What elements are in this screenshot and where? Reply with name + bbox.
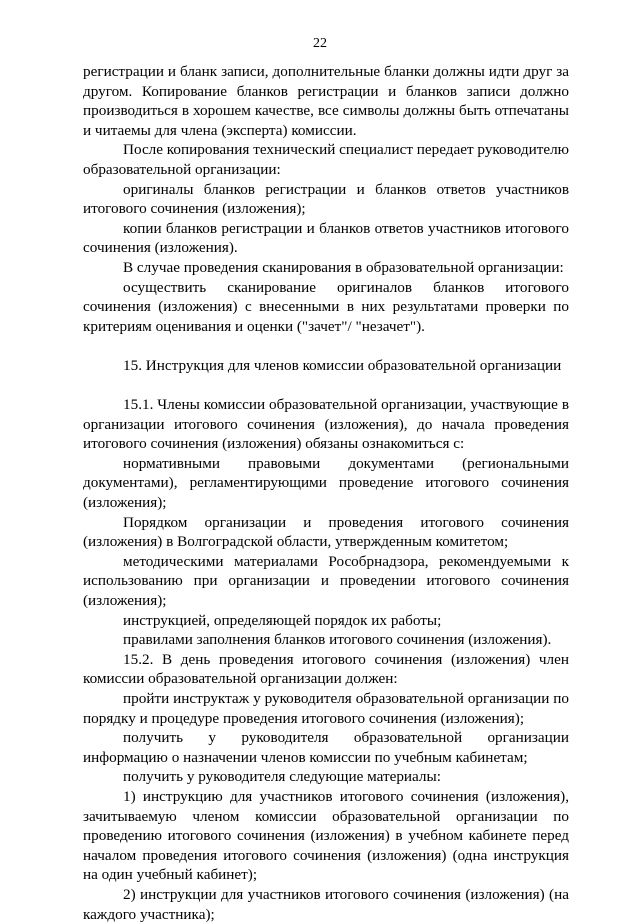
list-item: правилами заполнения бланков итогового сочинения (изложения). <box>123 631 552 649</box>
list-item: получить у руководителя образовательной организации информацию о назначении членов комиссии по учебным кабинетам; <box>83 729 569 766</box>
page-number: 22 <box>313 36 327 51</box>
list-item: нормативными правовыми документами (региональными документами), регламентирующими проведение итогового сочинения (изложения); <box>83 454 569 512</box>
list-item: копии бланков регистрации и бланков ответов участников итогового сочинения (изложения). <box>83 219 569 257</box>
list-item: пройти инструктаж у руководителя образовательной организации по порядку и процедуре проведения итогового сочинения (изложения); <box>83 690 569 727</box>
paragraph: осуществить сканирование оригиналов бланков итогового сочинения (изложения) с внесенными в них результатами проверки по критериям оценивания и оценки ("зачет"/ "незачет"). <box>83 278 569 335</box>
paragraph-continuation: регистрации и бланк записи, дополнительные бланки должны идти друг за другом. Копирование бланков регистрации и бланков записи должно производиться в хорошем качестве, все символы должны быть отпечатаны и читаемы для члена (эксперта) комиссии. <box>83 63 569 139</box>
section-heading: 15. Инструкция для членов комиссии образовательной организации <box>123 356 562 374</box>
list-item: инструкцией, определяющей порядок их работы; <box>123 611 442 629</box>
list-item: 2) инструкции для участников итогового сочинения (изложения) (на каждого участника); <box>83 885 569 923</box>
list-item: оригиналы бланков регистрации и бланков ответов участников итогового сочинения (изложения); <box>83 180 569 218</box>
paragraph: В случае проведения сканирования в образовательной организации: <box>123 258 564 276</box>
list-item: Порядком организации и проведения итогового сочинения (изложения) в Волгоградской области, утвержденным комитетом; <box>83 513 569 551</box>
paragraph: 15.1. Члены комиссии образовательной организации, участвующие в организации итогового сочинения (изложения), до начала проведения итогового сочинения (изложения) обязаны ознакомиться с: <box>83 396 569 453</box>
list-item: 1) инструкцию для участников итогового сочинения (изложения), зачитываемую членом комиссии образовательной организации по проведению итогового сочинения (изложения) в учебном кабинете перед началом проведения итогового сочинения (изложения) (одна инструкция на один учебный кабинет); <box>83 787 569 884</box>
document-body <box>83 62 569 924</box>
paragraph: 15.2. В день проведения итогового сочинения (изложения) член комиссии образовательной организации должен: <box>83 650 569 688</box>
list-item: методическими материалами Рособрнадзора, рекомендуемыми к использованию при организации и проведении итогового сочинения (изложения); <box>83 552 569 610</box>
paragraph: получить у руководителя следующие материалы: <box>123 768 441 786</box>
paragraph: После копирования технический специалист передает руководителю образовательной организации: <box>83 141 569 178</box>
